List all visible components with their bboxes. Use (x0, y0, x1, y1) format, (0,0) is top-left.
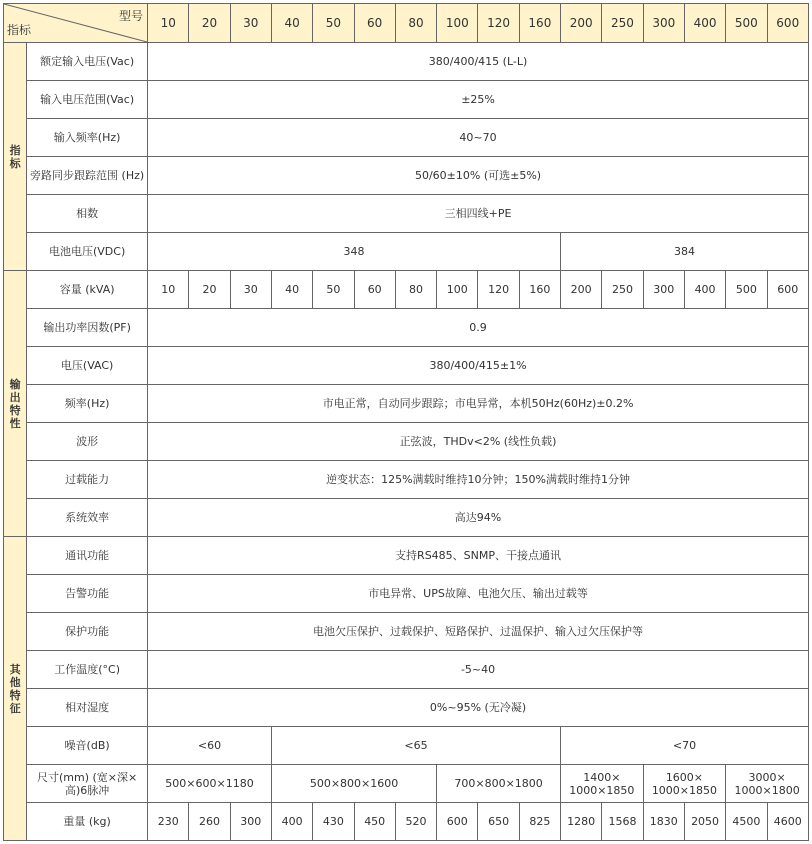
row-label: 过载能力 (27, 461, 148, 499)
model-header-cell: 20 (189, 4, 230, 43)
capacity-cell: 500 (726, 271, 767, 309)
model-header-cell: 50 (313, 4, 354, 43)
weight-cell: 230 (148, 803, 189, 841)
table-row (4, 157, 809, 195)
capacity-cell: 80 (395, 271, 436, 309)
weight-cell: 2050 (684, 803, 725, 841)
header-corner-cell (4, 4, 148, 43)
capacity-cell: 50 (313, 271, 354, 309)
section-output-title: 输出特性 (4, 271, 27, 537)
row-value: 40~70 (148, 119, 809, 157)
model-label: 型号 (119, 9, 144, 23)
row-value: 正弦波，THDv<2% (线性负载) (148, 423, 809, 461)
weight-cell: 4600 (767, 803, 808, 841)
table-row (4, 423, 809, 461)
table-row (4, 461, 809, 499)
spec-table (3, 3, 809, 841)
row-label: 电压(VAC) (27, 347, 148, 385)
row-value: 三相四线+PE (148, 195, 809, 233)
table-row (4, 347, 809, 385)
table-row (4, 385, 809, 423)
model-header-cell: 160 (519, 4, 560, 43)
capacity-cell: 20 (189, 271, 230, 309)
noise-cell: <60 (148, 727, 272, 765)
table-row (4, 765, 809, 803)
row-label: 告警功能 (27, 575, 148, 613)
model-header-cell: 400 (684, 4, 725, 43)
indicator-label: 指标 (7, 23, 32, 37)
table-row (4, 537, 809, 575)
weight-cell: 300 (230, 803, 271, 841)
row-label: 波形 (27, 423, 148, 461)
row-label: 输入电压范围(Vac) (27, 81, 148, 119)
size-cell: 700×800×1800 (437, 765, 561, 803)
table-row (4, 575, 809, 613)
model-header-cell: 10 (148, 4, 189, 43)
row-value: -5~40 (148, 651, 809, 689)
row-label: 额定输入电压(Vac) (27, 43, 148, 81)
weight-cell: 1568 (602, 803, 643, 841)
size-cell: 500×800×1600 (271, 765, 436, 803)
row-label: 重量 (kg) (27, 803, 148, 841)
table-row (4, 803, 809, 841)
weight-cell: 600 (437, 803, 478, 841)
section-other-title: 其他特征 (4, 537, 27, 841)
row-label: 频率(Hz) (27, 385, 148, 423)
weight-cell: 400 (271, 803, 312, 841)
weight-cell: 520 (395, 803, 436, 841)
row-label: 容量 (kVA) (27, 271, 148, 309)
model-header-cell: 200 (561, 4, 602, 43)
weight-cell: 450 (354, 803, 395, 841)
model-header-cell: 30 (230, 4, 271, 43)
capacity-cell: 30 (230, 271, 271, 309)
row-label: 相数 (27, 195, 148, 233)
capacity-cell: 10 (148, 271, 189, 309)
row-value: 市电正常，自动同步跟踪；市电异常，本机50Hz(60Hz)±0.2% (148, 385, 809, 423)
model-header-cell: 60 (354, 4, 395, 43)
noise-cell: <70 (561, 727, 809, 765)
row-label: 噪音(dB) (27, 727, 148, 765)
noise-cell: <65 (271, 727, 560, 765)
size-cell: 500×600×1180 (148, 765, 272, 803)
weight-cell: 430 (313, 803, 354, 841)
table-row (4, 119, 809, 157)
size-cell: 1600× 1000×1850 (643, 765, 726, 803)
model-header-cell: 80 (395, 4, 436, 43)
table-row (4, 689, 809, 727)
row-label: 尺寸(mm) (宽×深×高)6脉冲 (27, 765, 148, 803)
table-row (4, 651, 809, 689)
row-label: 保护功能 (27, 613, 148, 651)
row-value: 380/400/415 (L-L) (148, 43, 809, 81)
row-value: 0.9 (148, 309, 809, 347)
table-row (4, 195, 809, 233)
weight-cell: 1830 (643, 803, 684, 841)
row-value: 高达94% (148, 499, 809, 537)
section-indicator-title: 指标 (4, 43, 27, 271)
row-label: 相对湿度 (27, 689, 148, 727)
model-header-cell: 300 (643, 4, 684, 43)
capacity-cell: 40 (271, 271, 312, 309)
row-label: 系统效率 (27, 499, 148, 537)
row-value: 市电异常、UPS故障、电池欠压、输出过载等 (148, 575, 809, 613)
table-row (4, 43, 809, 81)
weight-cell: 260 (189, 803, 230, 841)
table-row (4, 81, 809, 119)
row-value: 384 (561, 233, 809, 271)
capacity-cell: 100 (437, 271, 478, 309)
model-header-cell: 600 (767, 4, 808, 43)
model-header-cell: 500 (726, 4, 767, 43)
weight-cell: 825 (519, 803, 560, 841)
row-label: 工作温度(°C) (27, 651, 148, 689)
weight-cell: 1280 (561, 803, 602, 841)
row-value: 50/60±10% (可选±5%) (148, 157, 809, 195)
table-row (4, 233, 809, 271)
row-label: 旁路同步跟踪范围 (Hz) (27, 157, 148, 195)
capacity-cell: 160 (519, 271, 560, 309)
row-value: 348 (148, 233, 561, 271)
capacity-cell: 60 (354, 271, 395, 309)
table-row (4, 727, 809, 765)
row-value: 逆变状态：125%满载时维持10分钟；150%满载时维持1分钟 (148, 461, 809, 499)
table-row (4, 271, 809, 309)
weight-cell: 4500 (726, 803, 767, 841)
row-label: 通讯功能 (27, 537, 148, 575)
model-header-cell: 100 (437, 4, 478, 43)
table-row (4, 309, 809, 347)
row-label: 输入频率(Hz) (27, 119, 148, 157)
capacity-cell: 200 (561, 271, 602, 309)
weight-cell: 650 (478, 803, 519, 841)
size-cell: 3000× 1000×1800 (726, 765, 809, 803)
capacity-cell: 400 (684, 271, 725, 309)
row-value: 支持RS485、SNMP、干接点通讯 (148, 537, 809, 575)
table-row (4, 499, 809, 537)
row-value: 380/400/415±1% (148, 347, 809, 385)
model-header-cell: 250 (602, 4, 643, 43)
model-header-cell: 40 (271, 4, 312, 43)
row-value: 0%~95% (无冷凝) (148, 689, 809, 727)
table-row (4, 613, 809, 651)
capacity-cell: 250 (602, 271, 643, 309)
capacity-cell: 120 (478, 271, 519, 309)
row-label: 电池电压(VDC) (27, 233, 148, 271)
header-row (4, 4, 809, 43)
capacity-cell: 600 (767, 271, 808, 309)
size-cell: 1400× 1000×1850 (561, 765, 644, 803)
capacity-cell: 300 (643, 271, 684, 309)
row-value: ±25% (148, 81, 809, 119)
row-label: 输出功率因数(PF) (27, 309, 148, 347)
row-value: 电池欠压保护、过载保护、短路保护、过温保护、输入过欠压保护等 (148, 613, 809, 651)
model-header-cell: 120 (478, 4, 519, 43)
